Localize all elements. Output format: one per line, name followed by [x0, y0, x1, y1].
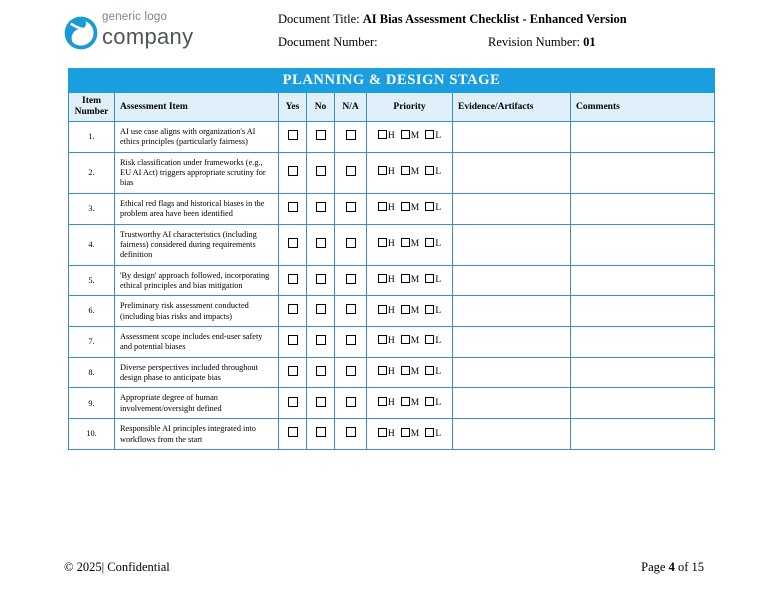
priority-option-high[interactable] [378, 130, 395, 143]
checkbox-na[interactable] [346, 427, 356, 437]
checkbox-priority-low[interactable] [425, 166, 434, 175]
checkbox-na[interactable] [346, 304, 356, 314]
row-priority-cell[interactable] [367, 152, 453, 193]
checkbox-na[interactable] [346, 274, 356, 284]
checkbox-priority-high[interactable] [378, 428, 387, 437]
priority-option-medium[interactable] [401, 202, 419, 215]
row-yes-cell[interactable] [279, 224, 307, 265]
row-number: 2. [69, 152, 115, 193]
priority-label-low: L [435, 131, 442, 142]
priority-label-low: L [435, 275, 442, 286]
row-evidence-cell[interactable] [453, 296, 571, 327]
row-no-cell[interactable] [307, 296, 335, 327]
column-header-item-number-line2: Number [74, 107, 109, 117]
column-header-item-number-line1: Item [82, 96, 101, 107]
checkbox-priority-high[interactable] [378, 130, 387, 139]
checkbox-yes[interactable] [288, 274, 298, 284]
row-no-cell[interactable] [307, 357, 335, 388]
row-evidence-cell[interactable] [453, 193, 571, 224]
priority-label-medium: M [410, 167, 420, 178]
row-priority-cell[interactable] [367, 265, 453, 296]
priority-option-low[interactable] [425, 238, 441, 251]
priority-label-high: H [387, 203, 395, 214]
priority-label-low: L [435, 336, 442, 347]
priority-label-high: H [387, 131, 395, 142]
checkbox-yes[interactable] [288, 397, 298, 407]
circle-swirl-logo-icon [64, 16, 98, 50]
column-header-evidence: Evidence/Artifacts [453, 93, 571, 122]
priority-label-medium: M [410, 131, 420, 142]
priority-label-medium: M [410, 397, 420, 408]
checkbox-priority-high[interactable] [378, 274, 387, 283]
priority-option-high[interactable] [378, 305, 395, 318]
column-header-comments: Comments [571, 93, 715, 122]
row-no-cell[interactable] [307, 193, 335, 224]
row-priority-cell[interactable] [367, 327, 453, 358]
row-evidence-cell[interactable] [453, 265, 571, 296]
logo-wordmark [102, 12, 193, 48]
checkbox-no[interactable] [316, 202, 326, 212]
row-assessment-item: Responsible AI principles integrated into workflows from the start [115, 419, 279, 450]
revision-group [488, 31, 596, 54]
table-row [69, 388, 715, 419]
document-header [0, 8, 768, 64]
row-yes-cell[interactable] [279, 419, 307, 450]
row-number: 6. [69, 296, 115, 327]
document-title-label: Document Title: [278, 12, 360, 26]
priority-option-low[interactable] [425, 274, 441, 287]
document-number-label: Document Number: [278, 35, 378, 49]
stage-banner-title: PLANNING & DESIGN STAGE [69, 69, 715, 93]
row-yes-cell[interactable] [279, 265, 307, 296]
row-evidence-cell[interactable] [453, 327, 571, 358]
checkbox-priority-low[interactable] [425, 366, 434, 375]
row-comments-cell[interactable] [571, 265, 715, 296]
priority-label-high: H [387, 167, 395, 178]
row-yes-cell[interactable] [279, 193, 307, 224]
footer-page-number: 4 [668, 560, 675, 574]
priority-label-low: L [435, 167, 442, 178]
checkbox-na[interactable] [346, 130, 356, 140]
row-na-cell[interactable] [335, 357, 367, 388]
row-comments-cell[interactable] [571, 419, 715, 450]
document-metadata [278, 8, 748, 54]
checkbox-yes[interactable] [288, 130, 298, 140]
row-na-cell[interactable] [335, 265, 367, 296]
row-na-cell[interactable] [335, 296, 367, 327]
row-assessment-item: Diverse perspectives included throughout design phase to anticipate bias [115, 357, 279, 388]
row-assessment-item: AI use case aligns with organization's AI ethics principles (particularly fairness) [115, 122, 279, 153]
row-assessment-item: Appropriate degree of human involvement/oversight defined [115, 388, 279, 419]
row-comments-cell[interactable] [571, 122, 715, 153]
priority-label-high: H [387, 367, 395, 378]
checkbox-priority-high[interactable] [378, 366, 387, 375]
row-priority-cell[interactable] [367, 419, 453, 450]
priority-option-medium[interactable] [401, 130, 419, 143]
priority-option-medium[interactable] [401, 274, 419, 287]
checkbox-na[interactable] [346, 202, 356, 212]
row-na-cell[interactable] [335, 419, 367, 450]
checkbox-priority-medium[interactable] [401, 130, 410, 139]
row-priority-cell[interactable] [367, 388, 453, 419]
column-header-no: No [307, 93, 335, 122]
checkbox-priority-medium[interactable] [401, 397, 410, 406]
checkbox-priority-high[interactable] [378, 305, 387, 314]
checkbox-no[interactable] [316, 304, 326, 314]
revision-label: Revision Number: [488, 35, 581, 49]
stage-banner-row [69, 69, 715, 93]
row-yes-cell[interactable] [279, 122, 307, 153]
priority-option-low[interactable] [425, 335, 441, 348]
logo-bottom-text: company [102, 23, 194, 49]
row-priority-cell[interactable] [367, 224, 453, 265]
checkbox-priority-low[interactable] [425, 130, 434, 139]
checkbox-yes[interactable] [288, 366, 298, 376]
priority-label-low: L [435, 239, 442, 250]
document-title-row [278, 8, 748, 31]
checkbox-priority-low[interactable] [425, 274, 434, 283]
row-assessment-item: 'By design' approach followed, incorporating ethical principles and bias mitigation [115, 265, 279, 296]
priority-option-low[interactable] [425, 366, 441, 379]
priority-option-low[interactable] [425, 166, 441, 179]
row-evidence-cell[interactable] [453, 388, 571, 419]
footer-page-middle: of [674, 560, 692, 574]
priority-option-low[interactable] [425, 130, 441, 143]
priority-label-medium: M [410, 336, 420, 347]
row-number: 10. [69, 419, 115, 450]
row-comments-cell[interactable] [571, 388, 715, 419]
checkbox-priority-medium[interactable] [401, 202, 410, 211]
row-no-cell[interactable] [307, 388, 335, 419]
priority-option-high[interactable] [378, 274, 395, 287]
row-yes-cell[interactable] [279, 296, 307, 327]
table-row [69, 224, 715, 265]
row-comments-cell[interactable] [571, 327, 715, 358]
checkbox-na[interactable] [346, 238, 356, 248]
priority-label-low: L [435, 428, 442, 439]
row-number: 4. [69, 224, 115, 265]
priority-label-low: L [435, 305, 442, 316]
row-na-cell[interactable] [335, 193, 367, 224]
table-row [69, 265, 715, 296]
footer-copyright: © 2025| Confidential [64, 560, 170, 574]
checkbox-priority-low[interactable] [425, 397, 434, 406]
column-header-assessment-item: Assessment Item [115, 93, 279, 122]
priority-label-medium: M [410, 367, 420, 378]
checkbox-yes[interactable] [288, 238, 298, 248]
row-no-cell[interactable] [307, 122, 335, 153]
revision-value: 01 [583, 35, 596, 49]
checkbox-na[interactable] [346, 166, 356, 176]
row-comments-cell[interactable] [571, 152, 715, 193]
checkbox-no[interactable] [316, 274, 326, 284]
row-number: 3. [69, 193, 115, 224]
table-header-row [69, 93, 715, 122]
checkbox-yes[interactable] [288, 166, 298, 176]
priority-label-high: H [387, 428, 395, 439]
row-number: 7. [69, 327, 115, 358]
row-evidence-cell[interactable] [453, 152, 571, 193]
checkbox-no[interactable] [316, 238, 326, 248]
checkbox-priority-medium[interactable] [401, 366, 410, 375]
priority-label-low: L [435, 367, 442, 378]
priority-option-medium[interactable] [401, 335, 419, 348]
row-na-cell[interactable] [335, 388, 367, 419]
checkbox-no[interactable] [316, 397, 326, 407]
row-na-cell[interactable] [335, 152, 367, 193]
priority-option-medium[interactable] [401, 397, 419, 410]
checkbox-priority-low[interactable] [425, 428, 434, 437]
checkbox-priority-medium[interactable] [401, 428, 410, 437]
row-yes-cell[interactable] [279, 357, 307, 388]
priority-option-medium[interactable] [401, 166, 419, 179]
row-priority-cell[interactable] [367, 357, 453, 388]
table-row [69, 152, 715, 193]
priority-option-medium[interactable] [401, 428, 419, 441]
row-evidence-cell[interactable] [453, 419, 571, 450]
priority-option-high[interactable] [378, 335, 395, 348]
priority-label-medium: M [410, 203, 420, 214]
checkbox-no[interactable] [316, 366, 326, 376]
priority-option-medium[interactable] [401, 366, 419, 379]
document-title-value: AI Bias Assessment Checklist - Enhanced Version [362, 12, 627, 26]
priority-option-high[interactable] [378, 428, 395, 441]
priority-option-high[interactable] [378, 238, 395, 251]
footer-page-prefix: Page [641, 560, 669, 574]
row-yes-cell[interactable] [279, 152, 307, 193]
row-comments-cell[interactable] [571, 296, 715, 327]
priority-label-high: H [387, 397, 395, 408]
company-logo [64, 12, 264, 60]
checkbox-priority-high[interactable] [378, 397, 387, 406]
priority-label-medium: M [410, 275, 420, 286]
checkbox-priority-high[interactable] [378, 335, 387, 344]
checkbox-no[interactable] [316, 427, 326, 437]
priority-option-high[interactable] [378, 202, 395, 215]
priority-option-medium[interactable] [401, 238, 419, 251]
row-no-cell[interactable] [307, 265, 335, 296]
priority-option-medium[interactable] [401, 305, 419, 318]
checkbox-priority-medium[interactable] [401, 274, 410, 283]
priority-label-high: H [387, 336, 395, 347]
checkbox-na[interactable] [346, 335, 356, 345]
priority-label-high: H [387, 305, 395, 316]
footer-page-total: 15 [691, 560, 704, 574]
row-assessment-item: Risk classification under frameworks (e.g., EU AI Act) triggers appropriate scrutiny for bias [115, 152, 279, 193]
checkbox-yes[interactable] [288, 304, 298, 314]
document-number-row [278, 31, 748, 54]
checkbox-priority-low[interactable] [425, 305, 434, 314]
table-row [69, 296, 715, 327]
row-priority-cell[interactable] [367, 193, 453, 224]
priority-label-low: L [435, 397, 442, 408]
priority-option-high[interactable] [378, 166, 395, 179]
row-comments-cell[interactable] [571, 193, 715, 224]
row-assessment-item: Trustworthy AI characteristics (including fairness) considered during requirements definition [115, 224, 279, 265]
priority-option-high[interactable] [378, 397, 395, 410]
row-no-cell[interactable] [307, 152, 335, 193]
row-yes-cell[interactable] [279, 327, 307, 358]
footer-page-indicator [641, 560, 704, 575]
checkbox-na[interactable] [346, 397, 356, 407]
checkbox-na[interactable] [346, 366, 356, 376]
priority-label-low: L [435, 203, 442, 214]
table-row [69, 122, 715, 153]
checkbox-no[interactable] [316, 166, 326, 176]
column-header-yes: Yes [279, 93, 307, 122]
row-number: 8. [69, 357, 115, 388]
row-assessment-item: Assessment scope includes end-user safety and potential biases [115, 327, 279, 358]
row-no-cell[interactable] [307, 224, 335, 265]
column-header-na: N/A [335, 93, 367, 122]
row-evidence-cell[interactable] [453, 357, 571, 388]
checkbox-no[interactable] [316, 130, 326, 140]
priority-label-high: H [387, 239, 395, 250]
checkbox-no[interactable] [316, 335, 326, 345]
checkbox-yes[interactable] [288, 335, 298, 345]
checklist-table [68, 68, 715, 450]
checkbox-yes[interactable] [288, 427, 298, 437]
row-na-cell[interactable] [335, 122, 367, 153]
column-header-item-number [69, 93, 115, 122]
table-row [69, 193, 715, 224]
row-no-cell[interactable] [307, 419, 335, 450]
row-evidence-cell[interactable] [453, 224, 571, 265]
checkbox-priority-medium[interactable] [401, 305, 410, 314]
row-comments-cell[interactable] [571, 224, 715, 265]
checkbox-yes[interactable] [288, 202, 298, 212]
checkbox-priority-high[interactable] [378, 202, 387, 211]
priority-option-low[interactable] [425, 428, 441, 441]
priority-label-high: H [387, 275, 395, 286]
priority-option-high[interactable] [378, 366, 395, 379]
row-priority-cell[interactable] [367, 296, 453, 327]
priority-option-low[interactable] [425, 202, 441, 215]
row-evidence-cell[interactable] [453, 122, 571, 153]
priority-label-medium: M [410, 428, 420, 439]
checkbox-priority-medium[interactable] [401, 166, 410, 175]
priority-label-medium: M [410, 239, 420, 250]
row-yes-cell[interactable] [279, 388, 307, 419]
column-header-priority: Priority [367, 93, 453, 122]
checkbox-priority-low[interactable] [425, 335, 434, 344]
logo-top-text: generic logo [102, 11, 168, 23]
checkbox-priority-medium[interactable] [401, 238, 410, 247]
checkbox-priority-high[interactable] [378, 166, 387, 175]
checkbox-priority-low[interactable] [425, 238, 434, 247]
row-number: 1. [69, 122, 115, 153]
priority-option-low[interactable] [425, 397, 441, 410]
row-number: 9. [69, 388, 115, 419]
row-comments-cell[interactable] [571, 357, 715, 388]
row-no-cell[interactable] [307, 327, 335, 358]
priority-label-medium: M [410, 305, 420, 316]
checkbox-priority-low[interactable] [425, 202, 434, 211]
row-assessment-item: Ethical red flags and historical biases in the problem area have been identified [115, 193, 279, 224]
row-number: 5. [69, 265, 115, 296]
row-na-cell[interactable] [335, 327, 367, 358]
table-row [69, 357, 715, 388]
row-na-cell[interactable] [335, 224, 367, 265]
row-assessment-item: Preliminary risk assessment conducted (including bias risks and impacts) [115, 296, 279, 327]
table-row [69, 327, 715, 358]
checkbox-priority-high[interactable] [378, 238, 387, 247]
row-priority-cell[interactable] [367, 122, 453, 153]
checkbox-priority-medium[interactable] [401, 335, 410, 344]
table-row [69, 419, 715, 450]
priority-option-low[interactable] [425, 305, 441, 318]
